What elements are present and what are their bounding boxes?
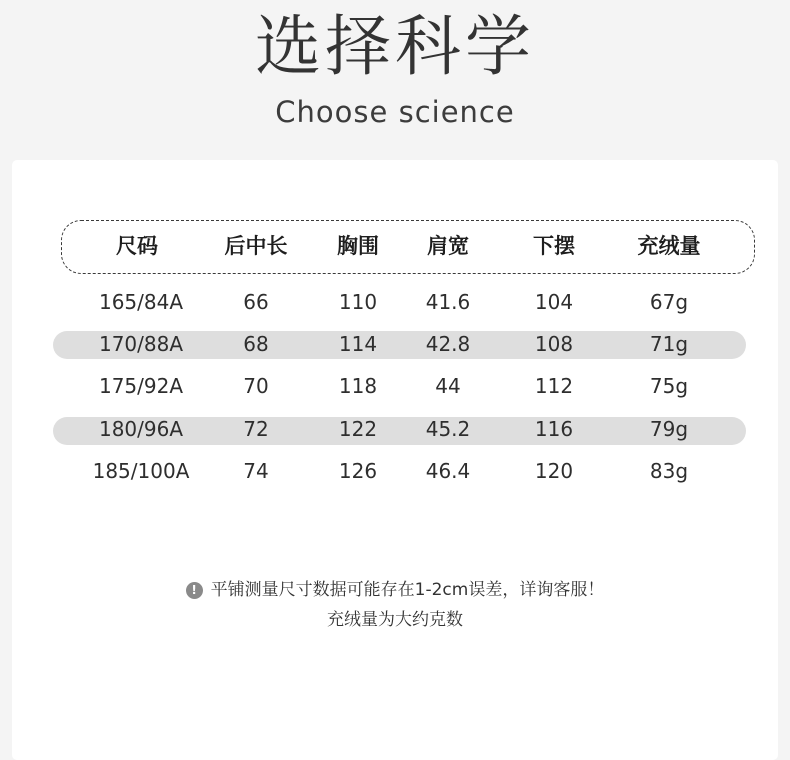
table-cell: 45.2: [425, 417, 471, 441]
column-header-hem: 下摆: [533, 234, 575, 258]
table-cell: 67g: [649, 290, 689, 314]
table-cell: 70: [243, 374, 269, 398]
page-title: 选择科学: [255, 8, 535, 85]
exclamation-circle-icon: !: [186, 582, 203, 599]
page-subtitle: Choose science: [275, 95, 515, 129]
table-cell: 108: [534, 332, 574, 356]
table-cell: 116: [534, 417, 574, 441]
column-header-fill-weight: 充绒量: [637, 234, 701, 258]
table-cell: 83g: [649, 459, 689, 483]
table-cell: 126: [338, 459, 378, 483]
table-cell: 72: [243, 417, 269, 441]
table-cell: 46.4: [425, 459, 471, 483]
table-cell: 175/92A: [98, 374, 184, 398]
table-cell: 75g: [649, 374, 689, 398]
table-cell: 104: [534, 290, 574, 314]
table-cell: 120: [534, 459, 574, 483]
table-cell: 122: [338, 417, 378, 441]
table-cell: 185/100A: [92, 459, 190, 483]
table-cell: 66: [243, 290, 269, 314]
measurement-note: [12, 578, 778, 602]
table-cell: 42.8: [425, 332, 471, 356]
table-cell: 165/84A: [98, 290, 184, 314]
table-cell: 114: [338, 332, 378, 356]
size-chart-card: [12, 160, 778, 760]
column-header-size: 尺码: [116, 234, 158, 258]
table-cell: 112: [534, 374, 574, 398]
table-cell: 74: [243, 459, 269, 483]
table-cell: 180/96A: [98, 417, 184, 441]
table-cell: 41.6: [425, 290, 471, 314]
table-cell: 118: [338, 374, 378, 398]
column-header-chest: 胸围: [337, 234, 379, 258]
table-cell: 170/88A: [98, 332, 184, 356]
table-cell: 68: [243, 332, 269, 356]
fill-weight-note: 充绒量为大约克数: [327, 610, 463, 630]
table-cell: 79g: [649, 417, 689, 441]
column-header-shoulder: 肩宽: [427, 234, 469, 258]
table-cell: 71g: [649, 332, 689, 356]
measurement-note-text: 平铺测量尺寸数据可能存在1-2cm误差，详询客服！: [210, 580, 605, 600]
table-cell: 110: [338, 290, 378, 314]
table-cell: 44: [435, 374, 461, 398]
column-header-back-length: 后中长: [224, 234, 288, 258]
